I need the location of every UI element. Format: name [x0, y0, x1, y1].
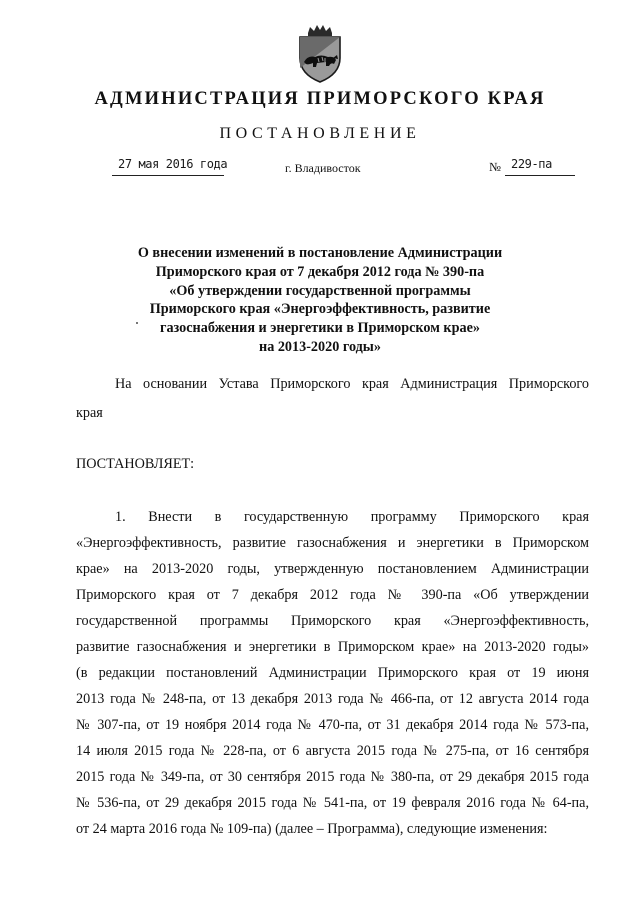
item1-line: крае» на 2013-2020 годы, утвержденную постановлением Администрации: [76, 561, 589, 577]
item1-line: Приморского края от 7 декабря 2012 года № 390-па «Об утверждении: [76, 587, 589, 603]
primorsky-krai-coat-of-arms-icon: [290, 24, 350, 84]
item1-line: 1. Внести в государственную программу Приморского края: [115, 509, 589, 525]
heading-line: О внесении изменений в постановление Администрации: [137, 245, 503, 261]
document-number: 229-па: [511, 157, 552, 171]
item1-line: 2015 года № 349-па, от 30 сентября 2015 года № 380-па, от 29 декабря 2015 года: [76, 769, 589, 785]
number-underline: [505, 175, 575, 176]
document-type: ПОСТАНОВЛЕНИЕ: [219, 125, 421, 142]
item1-line: № 536-па, от 29 декабря 2015 года № 541-па, от 19 февраля 2016 года № 64-па,: [76, 795, 589, 811]
heading-line: «Об утверждении государственной программы: [169, 282, 471, 299]
item1-line: от 24 марта 2016 года № 109-па) (далее – Программа), следующие изменения:: [76, 821, 548, 837]
organization-title: АДМИНИСТРАЦИЯ ПРИМОРСКОГО КРАЯ: [94, 89, 546, 109]
preamble-line: края: [76, 405, 103, 421]
document-date: 27 мая 2016 года: [118, 157, 228, 171]
item1-line: государственной программы Приморского края «Энергоэффективность,: [76, 613, 589, 629]
heading-line: газоснабжения и энергетики в Приморском крае»: [160, 320, 480, 337]
heading-line: на 2013-2020 годы»: [259, 338, 381, 355]
item1-line: 14 июля 2015 года № 228-па, от 6 августа 2015 года № 275-па, от 16 сентября: [76, 743, 589, 759]
heading-line: Приморского края «Энергоэффективность, развитие: [149, 301, 491, 318]
item1-line: 2013 года № 248-па, от 13 декабря 2013 года № 466-па, от 12 августа 2014 года: [76, 691, 589, 707]
scan-speck: [136, 322, 138, 324]
document-number-label: №: [489, 160, 501, 174]
item1-line: развитие газоснабжения и энергетики в Приморском крае» на 2013-2020 годы»: [76, 639, 589, 655]
heading-line: Приморского края от 7 декабря 2012 года № 390-па: [155, 263, 485, 280]
decree-word: ПОСТАНОВЛЯЕТ:: [76, 456, 195, 472]
date-underline: [112, 175, 224, 176]
document-city: г. Владивосток: [285, 161, 361, 175]
item1-line: «Энергоэффективность, развитие газоснабжения и энергетики в Приморском: [76, 535, 589, 551]
document-heading: [0, 244, 640, 357]
preamble-line: На основании Устава Приморского края Администрация Приморского: [115, 376, 589, 392]
item1-line: (в редакции постановлений Администрации Приморского края от 19 июня: [76, 665, 589, 681]
item1-line: № 307-па, от 19 ноября 2014 года № 470-па, от 31 декабря 2014 года № 573-па,: [76, 717, 589, 733]
